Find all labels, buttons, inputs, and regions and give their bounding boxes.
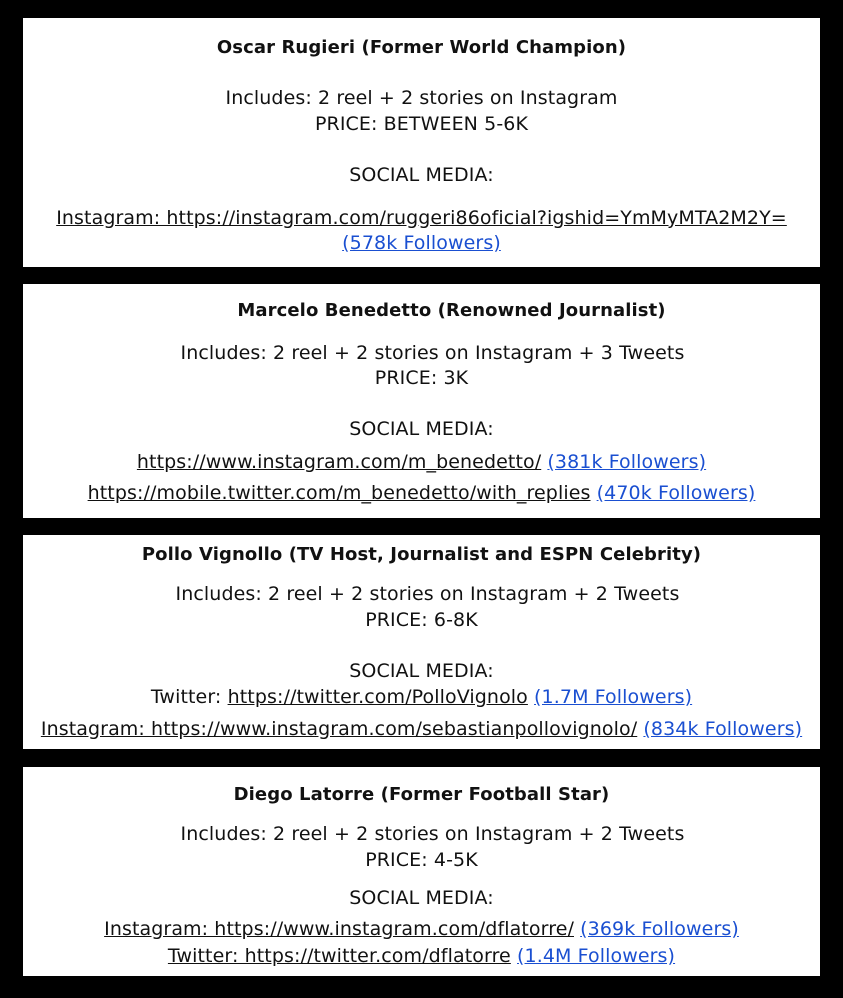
includes-text: Includes: 2 reel + 2 stories on Instagram [225, 87, 618, 109]
social-media-label: SOCIAL MEDIA: [349, 660, 494, 682]
instagram-followers-link[interactable]: (369k Followers) [580, 918, 739, 940]
card-title: Diego Latorre (Former Football Star) [233, 784, 610, 805]
instagram-link[interactable]: https://www.instagram.com/m_benedetto/ [136, 451, 542, 473]
twitter-row [23, 944, 820, 968]
instagram-link[interactable]: Instagram: https://instagram.com/ruggeri86oficial?igshid=YmMyMTA2M2Y= [56, 207, 787, 229]
card-title: Pollo Vignollo (TV Host, Journalist and ESPN Celebrity) [141, 544, 702, 565]
twitter-followers-link[interactable]: (1.7M Followers) [534, 686, 693, 708]
includes-text: Includes: 2 reel + 2 stories on Instagram + 3 Tweets [180, 342, 685, 364]
influencer-card [23, 18, 820, 267]
instagram-row [23, 450, 820, 474]
instagram-row [23, 206, 820, 230]
social-media-label: SOCIAL MEDIA: [349, 418, 494, 440]
followers-row [23, 231, 820, 255]
instagram-row [23, 717, 820, 741]
twitter-link[interactable]: https://mobile.twitter.com/m_benedetto/with_replies [87, 482, 591, 504]
social-media-label: SOCIAL MEDIA: [349, 164, 494, 186]
influencer-card [23, 535, 820, 749]
includes-text: Includes: 2 reel + 2 stories on Instagram + 2 Tweets [180, 823, 685, 845]
twitter-prefix: Twitter: [150, 686, 222, 708]
instagram-followers-link[interactable]: (381k Followers) [547, 451, 707, 473]
twitter-link[interactable]: Twitter: https://twitter.com/dflatorre [167, 945, 511, 967]
twitter-followers-link[interactable]: (1.4M Followers) [517, 945, 676, 967]
instagram-followers-link[interactable]: (834k Followers) [643, 718, 803, 740]
twitter-row [23, 481, 820, 505]
twitter-row [23, 685, 820, 709]
price-text: PRICE: BETWEEN 5-6K [314, 113, 529, 135]
card-title: Oscar Rugieri (Former World Champion) [216, 37, 627, 58]
price-text: PRICE: 4-5K [365, 849, 478, 871]
price-text: PRICE: 6-8K [365, 609, 478, 631]
instagram-row [23, 917, 820, 941]
influencer-card [23, 767, 820, 976]
instagram-link[interactable]: Instagram: https://www.instagram.com/sebastianpollovignolo/ [40, 718, 638, 740]
instagram-link[interactable]: Instagram: https://www.instagram.com/dflatorre/ [104, 918, 574, 940]
price-text: PRICE: 3K [374, 367, 469, 389]
social-media-label: SOCIAL MEDIA: [349, 887, 494, 909]
influencer-card [23, 284, 820, 518]
card-title: Marcelo Benedetto (Renowned Journalist) [237, 300, 666, 321]
twitter-followers-link[interactable]: (470k Followers) [596, 482, 756, 504]
instagram-followers-link[interactable]: (578k Followers) [342, 232, 501, 254]
twitter-link[interactable]: https://twitter.com/PolloVignolo [227, 686, 528, 708]
includes-text: Includes: 2 reel + 2 stories on Instagram + 2 Tweets [175, 583, 680, 605]
